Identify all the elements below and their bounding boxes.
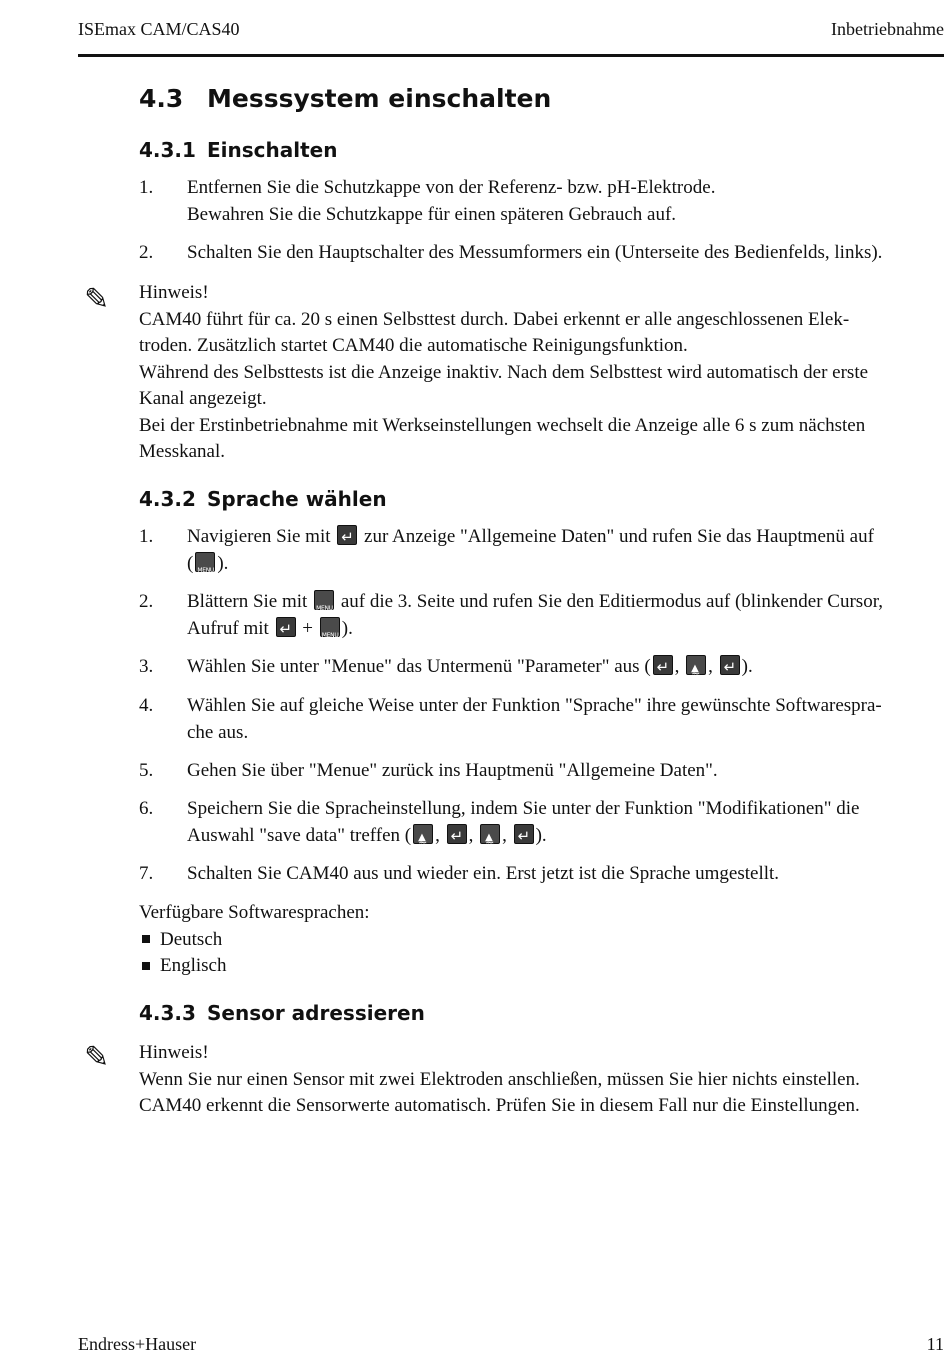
- enter-key-icon: [447, 824, 467, 844]
- subsection-number: 4.3.2: [139, 487, 196, 511]
- text-run: Wählen Sie unter "Menue" das Untermenü "Parameter" aus (: [187, 656, 651, 677]
- list-number: 1.: [139, 177, 154, 198]
- text-run: ).: [535, 824, 547, 846]
- language-name: Englisch: [160, 955, 227, 976]
- header-title: ISEmax CAM/CAS40: [78, 19, 240, 39]
- subsection-heading-einschalten: [139, 138, 337, 162]
- text-run: +: [302, 617, 314, 639]
- text-run: ).: [217, 552, 229, 574]
- list-text: Schalten Sie den Hauptschalter des Messumformers ein (Unterseite des Bedienfelds, links).: [187, 242, 883, 263]
- note-block: [139, 1040, 944, 1120]
- page-number: 11: [926, 1334, 944, 1354]
- text-run: Aufruf mit: [187, 617, 269, 639]
- language-item: [139, 953, 944, 980]
- enter-key-icon: [276, 617, 296, 637]
- subsection-title: Einschalten: [207, 138, 338, 162]
- separator: ,: [435, 824, 440, 846]
- scroll-key-icon: [686, 655, 706, 675]
- list-item: [139, 861, 944, 888]
- menu-key-icon: [320, 617, 340, 637]
- list-text: Entfernen Sie die Schutzkappe von der Referenz- bzw. pH-Elektrode.: [187, 177, 716, 198]
- list-item: [139, 654, 944, 681]
- text-run: ).: [741, 656, 753, 677]
- note-block: [139, 280, 944, 466]
- subsection-heading-sprache: [139, 487, 387, 511]
- list-text: Schalten Sie CAM40 aus und wieder ein. Erst jetzt ist die Sprache umgestellt.: [187, 863, 780, 884]
- list-text: Wählen Sie auf gleiche Weise unter der Funktion "Sprache" ihre gewünschte Softwarespra-: [187, 695, 882, 716]
- separator: ,: [502, 824, 507, 846]
- note-line: CAM40 erkennt die Sensorwerte automatisch. Prüfen Sie in diesem Fall nur die Einstellungen.: [139, 1095, 860, 1116]
- list-item: [139, 796, 944, 849]
- subsection-number: 4.3.1: [139, 138, 196, 162]
- menu-key-icon: [314, 590, 334, 610]
- list-item: [139, 758, 944, 785]
- note-line: Während des Selbsttests ist die Anzeige inaktiv. Nach dem Selbsttest wird automatisch der erste: [139, 361, 869, 383]
- separator: ,: [708, 656, 713, 677]
- list-item: [139, 524, 944, 577]
- enter-key-icon: [653, 655, 673, 675]
- enter-key-icon: [720, 655, 740, 675]
- subsection-title: Sprache wählen: [207, 487, 387, 511]
- text-run: auf die 3. Seite und rufen Sie den Editiermodus auf (blinkender Cursor,: [340, 591, 884, 612]
- list-number: 4.: [139, 695, 154, 716]
- note-line: Wenn Sie nur einen Sensor mit zwei Elektroden anschließen, müssen Sie hier nichts einstellen.: [139, 1068, 860, 1090]
- scroll-key-icon: [413, 824, 433, 844]
- section-heading: [139, 84, 551, 113]
- list-number: 2.: [139, 591, 154, 612]
- menu-key-icon: [195, 552, 215, 572]
- bullet-icon: [142, 962, 150, 970]
- note-line: Bei der Erstinbetriebnahme mit Werkseinstellungen wechselt die Anzeige alle 6 s zum nächsten: [139, 414, 866, 436]
- list-text: [187, 524, 944, 551]
- subsection-title: Sensor adressieren: [207, 1001, 425, 1025]
- text-run: Auswahl "save data" treffen (: [187, 824, 412, 846]
- separator: ,: [468, 824, 474, 846]
- text-run: Navigieren Sie mit: [187, 526, 331, 547]
- list-number: 3.: [139, 656, 154, 677]
- note-line: Messkanal.: [139, 441, 226, 462]
- section-number: 4.3: [139, 84, 184, 113]
- enter-key-icon: [337, 525, 357, 545]
- list-item: [139, 240, 944, 267]
- list-number: 5.: [139, 760, 154, 781]
- note-line: troden. Zusätzlich startet CAM40 die automatische Reinigungsfunktion.: [139, 335, 688, 356]
- list-number: 7.: [139, 863, 154, 884]
- list-item: [139, 693, 944, 746]
- separator: ,: [674, 656, 680, 677]
- subsection-heading-sensor: [139, 1001, 425, 1025]
- text-run: (: [187, 552, 194, 574]
- section-title: Messsystem einschalten: [207, 84, 552, 113]
- text-run: ).: [341, 617, 353, 639]
- list-text: [187, 589, 944, 616]
- subsection-number: 4.3.3: [139, 1001, 196, 1025]
- enter-key-icon: [514, 824, 534, 844]
- text-run: Blättern Sie mit: [187, 591, 308, 612]
- list-text: [187, 654, 944, 681]
- list-text: Bewahren Sie die Schutzkappe für einen späteren Gebrauch auf.: [187, 203, 677, 225]
- header-rule: [78, 54, 944, 57]
- language-name: Deutsch: [160, 928, 223, 950]
- bullet-icon: [142, 935, 150, 943]
- language-item: [139, 927, 944, 954]
- list-text: Gehen Sie über "Menue" zurück ins Hauptmenü "Allgemeine Daten".: [187, 760, 718, 781]
- language-list-label: Verfügbare Softwaresprachen:: [139, 902, 370, 923]
- list-text: [187, 823, 944, 850]
- pencil-icon: ✎: [84, 1040, 110, 1075]
- list-text: [187, 616, 944, 643]
- note-line: Kanal angezeigt.: [139, 388, 267, 409]
- list-text: che aus.: [187, 721, 249, 743]
- list-text: Speichern Sie die Spracheinstellung, indem Sie unter der Funktion "Modifikationen" die: [187, 798, 860, 819]
- note-line: CAM40 führt für ca. 20 s einen Selbsttest durch. Dabei erkennt er alle angeschlossenen Elek-: [139, 308, 850, 330]
- scroll-key-icon: [480, 824, 500, 844]
- list-number: 6.: [139, 798, 154, 819]
- list-item: [139, 175, 944, 228]
- pencil-icon: ✎: [84, 282, 110, 317]
- footer-company: Endress+Hauser: [78, 1334, 197, 1354]
- list-number: 1.: [139, 526, 154, 547]
- list-text: [187, 551, 944, 578]
- note-title: Hinweis!: [139, 282, 209, 303]
- list-number: 2.: [139, 242, 154, 263]
- text-run: zur Anzeige "Allgemeine Daten" und rufen Sie das Hauptmenü auf: [364, 526, 874, 547]
- list-item: [139, 589, 944, 642]
- note-title: Hinweis!: [139, 1042, 209, 1063]
- header-section: Inbetriebnahme: [831, 19, 944, 39]
- language-list: [139, 900, 944, 980]
